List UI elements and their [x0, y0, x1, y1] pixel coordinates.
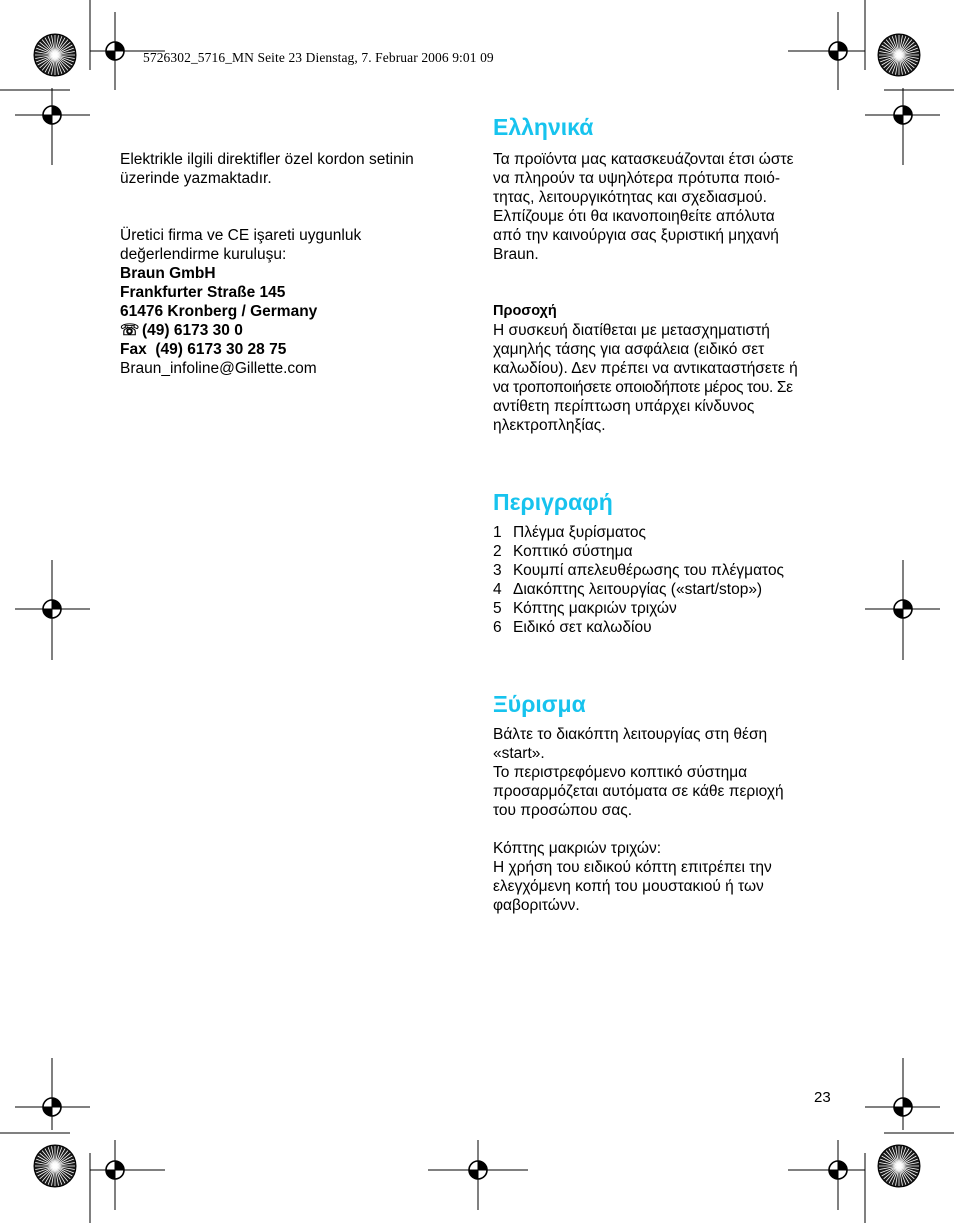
- trimmer-line: Η χρήση του ειδικού κόπτη επιτρέπει την: [493, 859, 772, 876]
- intro-line: Ελπίζουμε ότι θα ικανοποιηθείτε απόλυτα: [493, 208, 775, 225]
- intro-line: από την καινούργια σας ξυριστική μηχανή: [493, 227, 779, 244]
- shaving-line: Το περιστρεφόμενο κοπτικό σύστημα: [493, 764, 748, 781]
- caution-title: Προσοχή: [493, 303, 557, 319]
- list-item: 1 Πλέγμα ξυρίσματος: [493, 524, 646, 541]
- caution-paragraph: [493, 321, 843, 435]
- caution-line: καλωδίου). Δεν πρέπει να αντικαταστήσετε ή: [493, 360, 798, 377]
- shaving-line: του προσώπου σας.: [493, 802, 633, 819]
- list-item: 5 Κόπτης μακριών τριχών: [493, 600, 677, 617]
- caution-line: χαμηλής τάσης για ασφάλεια (ειδικό σετ: [493, 341, 765, 358]
- shaving-heading: Ξύρισμα: [493, 691, 586, 717]
- description-heading: Περιγραφή: [493, 489, 613, 515]
- list-item: 3 Κουμπί απελευθέρωσης του πλέγματος: [493, 562, 785, 579]
- intro-line: Braun.: [493, 246, 539, 263]
- page-number: 23: [814, 1089, 831, 1106]
- company-city: 61476 Kronberg / Germany: [120, 303, 318, 320]
- caution-line: Η συσκευή διατίθεται με μετασχηματιστή: [493, 322, 770, 339]
- intro-line: τητας, λειτουργικότητας και σχεδιασμού.: [493, 189, 767, 206]
- intro-line: να πληρούν τα υψηλότερα πρότυπα ποιό-: [493, 170, 780, 187]
- caution-line: αντίθετη περίπτωση υπάρχει κίνδυνος: [493, 398, 755, 415]
- phone-icon: ☏: [120, 322, 140, 339]
- shaving-line: προσαρμόζεται αυτόματα σε κάθε περιοχή: [493, 783, 784, 800]
- company-street: Frankfurter Straße 145: [120, 284, 286, 301]
- trimmer-line: ελεγχόμενη κοπή του μουστακιού ή των: [493, 878, 764, 895]
- caution-line: να τροποποιήσετε οποιοδήποτε μέρος του. Σε: [493, 379, 793, 396]
- intro-paragraph: [493, 150, 843, 264]
- left-column: [120, 150, 460, 378]
- support-email: Braun_infoline@Gillette.com: [120, 360, 317, 377]
- shaving-line: Βάλτε το διακόπτη λειτουργίας στη θέση: [493, 726, 768, 743]
- parts-list: [493, 523, 843, 637]
- trimmer-line: Κόπτης μακριών τριχών:: [493, 840, 662, 857]
- language-heading: Ελληνικά: [493, 114, 594, 140]
- trimmer-paragraph: [493, 839, 843, 915]
- fax-line: [120, 340, 460, 359]
- list-item: 4 Διακόπτης λειτουργίας («start/stop»): [493, 581, 763, 598]
- trimmer-line: φαβοριτώνν.: [493, 897, 580, 914]
- manufacturer-intro: Üretici firma ve CE işareti uygunluk değerlendirme kuruluşu:: [120, 227, 362, 263]
- right-column: [493, 112, 843, 915]
- caution-line: ηλεκτροπληξίας.: [493, 417, 606, 434]
- fax-label: Fax: [120, 341, 147, 358]
- shaving-paragraph: [493, 725, 843, 820]
- company-name: Braun GmbH: [120, 265, 216, 282]
- fax-number: (49) 6173 30 28 75: [155, 341, 287, 358]
- list-item: 6 Ειδικό σετ καλωδίου: [493, 619, 652, 636]
- shaving-line: «start».: [493, 745, 545, 762]
- print-slug: 5726302_5716_MN Seite 23 Dienstag, 7. Februar 2006 9:01 09: [143, 50, 494, 65]
- intro-line: Τα προϊόντα μας κατασκευάζονται έτσι ώστε: [493, 151, 794, 168]
- phone-line: [120, 321, 460, 340]
- list-item: 2 Κοπτικό σύστημα: [493, 543, 633, 560]
- phone-number: (49) 6173 30 0: [142, 322, 243, 339]
- directive-note: Elektrikle ilgili direktifler özel kordon setinin üzerinde yazmaktadır.: [120, 151, 414, 187]
